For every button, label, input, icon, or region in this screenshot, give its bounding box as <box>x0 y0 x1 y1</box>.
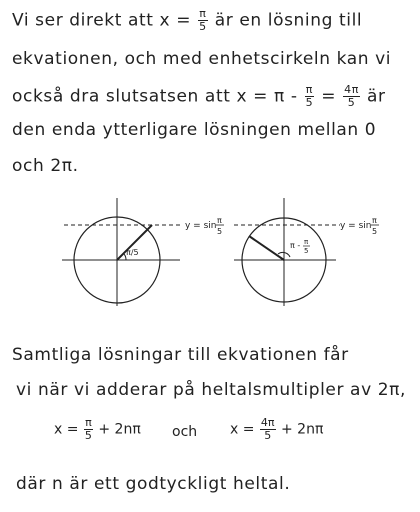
unit-circle-figure-2 <box>232 198 412 306</box>
y-equals-sin-label: y = sin <box>340 221 372 231</box>
y-equals-sin-label: y = sin <box>185 221 217 231</box>
angle-label: π/5 <box>126 248 139 257</box>
pi-over-5-fraction: $\frac{\pi}{5}$ <box>199 7 207 33</box>
equation-2 <box>230 417 323 442</box>
four-pi-over-5-fraction: $\frac{4\pi}{5}$ <box>260 416 275 442</box>
eq1-prefix: x = <box>54 421 79 438</box>
text-line-closing: där n är ett godtyckligt heltal. <box>16 474 291 494</box>
eq1-suffix: + 2nπ <box>98 421 141 438</box>
text-line-7: vi när vi adderar på heltalsmultipler av 2π, <box>16 380 406 400</box>
text-line-5: och 2π. <box>12 156 79 176</box>
text-line-2: ekvationen, och med enhetscirkeln kan vi <box>12 49 392 69</box>
unit-circle-figure-1 <box>60 198 240 306</box>
och-word: och <box>172 424 198 440</box>
eq2-prefix: x = <box>230 421 255 438</box>
label-pi: π <box>372 216 377 225</box>
line1-suffix: är en lösning till <box>214 10 363 31</box>
four-pi-over-5-fraction: $\frac{4\pi}{5}$ <box>344 83 359 109</box>
line3-suffix: är <box>366 86 386 107</box>
text-line-4: den enda ytterligare lösningen mellan 0 <box>12 120 377 140</box>
label-five: 5 <box>217 227 223 236</box>
equation-1 <box>54 417 141 442</box>
text-line-1 <box>12 8 362 33</box>
angle-label: π - <box>290 241 301 250</box>
line3-equals: = <box>321 86 337 107</box>
line1-prefix: Vi ser direkt att x = <box>12 10 192 31</box>
eq2-suffix: + 2nπ <box>281 421 324 438</box>
label-five: 5 <box>372 227 378 236</box>
text-line-6: Samtliga lösningar till ekvationen får <box>12 345 349 365</box>
angle-five: 5 <box>304 247 309 255</box>
label-pi: π <box>217 216 222 225</box>
line3-prefix: också dra slutsatsen att x = π - <box>12 86 298 107</box>
angle-pi: π <box>304 238 309 246</box>
radius-4pi-over-5 <box>249 236 284 260</box>
text-line-3 <box>12 84 386 109</box>
pi-over-5-fraction: $\frac{\pi}{5}$ <box>84 416 92 442</box>
pi-over-5-fraction: $\frac{\pi}{5}$ <box>305 83 314 109</box>
